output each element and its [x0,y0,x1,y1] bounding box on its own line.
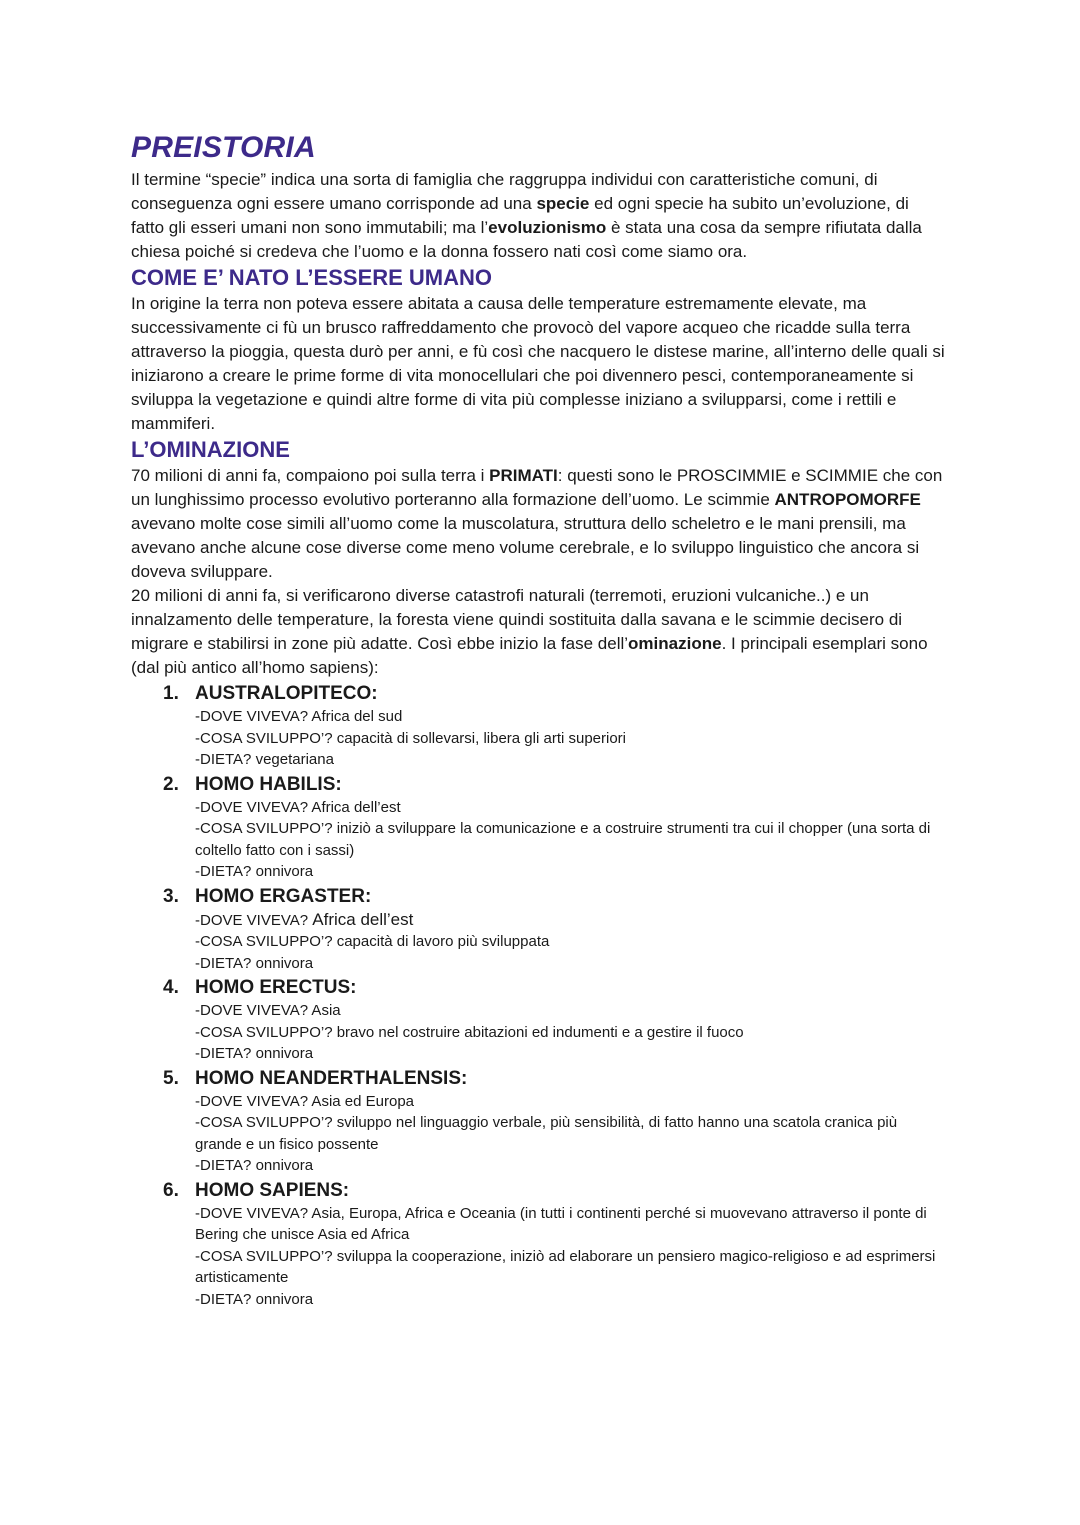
list-number: 5. [163,1067,179,1089]
species-detail: -DIETA? onnivora [195,1157,314,1174]
list-number: 6. [163,1179,179,1201]
paragraph-text: avevano molte cose simili all’uomo come la muscolatura, struttura dello scheletro e le mani prensili, ma avevano anche alcune cose diverse come meno volume cerebrale, e lo sviluppo linguistico che ancora si doveva sviluppare. [131,514,920,581]
species-name: AUSTRALOPITECO: [195,683,378,704]
list-item [131,1179,946,1313]
section-heading-ominazione: L’OMINAZIONE [131,437,290,462]
list-number: 4. [163,977,179,998]
list-number: 2. [163,773,179,795]
list-number: 1. [163,683,179,704]
species-detail: -COSA SVILUPPO’? bravo nel costruire abitazioni ed indumenti e a gestire il fuoco [195,1023,744,1041]
species-detail: -DOVE VIVEVA? Asia, Europa, Africa e Oceania (in tutti i continenti perché si muovevano attraverso il ponte di Bering che unisce Asia ed Africa [195,1204,927,1243]
species-detail: -DIETA? onnivora [195,1045,314,1062]
list-number: 3. [163,885,179,907]
species-detail: -COSA SVILUPPO’? sviluppo nel linguaggio verbale, più sensibilità, di fatto hanno una scatola cranica più grande e un fisico possente [195,1114,898,1153]
list-item [131,773,946,885]
paragraph-text: . I principali esemplari sono (dal più antico all’homo sapiens): [131,634,928,677]
list-item [131,976,946,1067]
species-name: HOMO SAPIENS: [195,1179,350,1201]
species-detail: -DOVE VIVEVA? Africa del sud [195,708,403,725]
species-detail: -DIETA? vegetariana [195,751,334,768]
intro-text: ed ogni specie ha subito un’evoluzione, di fatto gli esseri umani non sono immutabili; ma l’ [131,194,909,237]
bold-term: PRIMATI [489,466,558,485]
intro-paragraph [131,168,946,264]
species-detail [195,909,946,932]
species-detail: -COSA SVILUPPO’? capacità di sollevarsi, libera gli arti superiori [195,729,627,747]
primati-paragraph [131,464,946,584]
species-name: HOMO NEANDERTHALENSIS: [195,1067,468,1089]
species-detail: -DOVE VIVEVA? Asia ed Europa [195,1092,415,1110]
intro-bold-term: evoluzionismo [488,218,607,237]
origin-paragraph: In origine la terra non poteva essere abitata a causa delle temperature estremamente elevate, ma successivamente ci fù un brusco raffreddamento che provocò del vapore acqueo che ricadde sulla terra attraverso la pioggia, questa durò per anni, e fù così che nacquero le distese marine, all’interno delle quali si iniziarono a creare le prime forme di vita monocellulari che poi divennero pesci, contemporaneamente si sviluppa la vegetazione e quindi altre forme di vita più complesse iniziano a svilupparsi, come i rettili e mammiferi. [131,294,945,433]
detail-value: Africa dell’est [312,909,414,929]
species-name: HOMO HABILIS: [195,773,342,795]
species-detail: -DOVE VIVEVA? Asia [195,1002,341,1019]
species-detail: -COSA SVILUPPO’? capacità di lavoro più sviluppata [195,933,550,950]
paragraph-text: 70 milioni di anni fa, compaiono poi sulla terra i [131,466,490,485]
species-detail: -DIETA? onnivora [195,1290,314,1308]
species-detail: -COSA SVILUPPO’? sviluppa la cooperazione, iniziò ad elaborare un pensiero magico-religioso e ad esprimersi artisticamente [195,1247,936,1286]
ominazione-paragraph [131,584,946,680]
species-list [131,682,946,1312]
list-item [131,1067,946,1179]
species-name: HOMO ERECTUS: [195,977,357,998]
paragraph-text: : questi sono le PROSCIMMIE e SCIMMIE che con un lunghissimo processo evolutivo porteranno alla formazione dell’uomo. Le scimmie [131,466,943,509]
paragraph-text: 20 milioni di anni fa, si verificarono diverse catastrofi naturali (terremoti, eruzioni vulcaniche..) e un innalzamento delle temperature, la foresta viene quindi sostituita dalla savana e le scimmie decisero di migrare e stabilirsi in zone più adatte. Così ebbe inizio la fase dell’ [131,586,903,653]
bold-term: ANTROPOMORFE [774,490,921,509]
intro-text: è stata una cosa da sempre rifiutata dalla chiesa poiché si credeva che l’uomo e la donna fossero nati così come siamo ora. [131,218,922,261]
species-name: HOMO ERGASTER: [195,885,372,907]
list-item [131,682,946,773]
intro-bold-term: specie [536,194,590,213]
list-item [131,885,946,977]
document-page [131,128,946,1312]
section-heading-origin: COME E’ NATO L’ESSERE UMANO [131,265,493,290]
bold-term: ominazione [628,634,722,653]
intro-text: Il termine “specie” indica una sorta di famiglia che raggruppa individui con caratteristiche comuni, di conseguenza ogni essere umano corrisponde ad una [131,170,878,213]
species-detail: -DIETA? onnivora [195,863,314,880]
species-detail: -DOVE VIVEVA? Africa dell’est [195,798,401,816]
page-title: PREISTORIA [131,131,316,164]
species-detail: -COSA SVILUPPO’? iniziò a sviluppare la comunicazione e a costruire strumenti tra cui il chopper (una sorta di coltello fatto con i sassi) [195,820,931,859]
detail-label: -DOVE VIVEVA? [195,911,313,929]
species-detail: -DIETA? onnivora [195,954,314,972]
